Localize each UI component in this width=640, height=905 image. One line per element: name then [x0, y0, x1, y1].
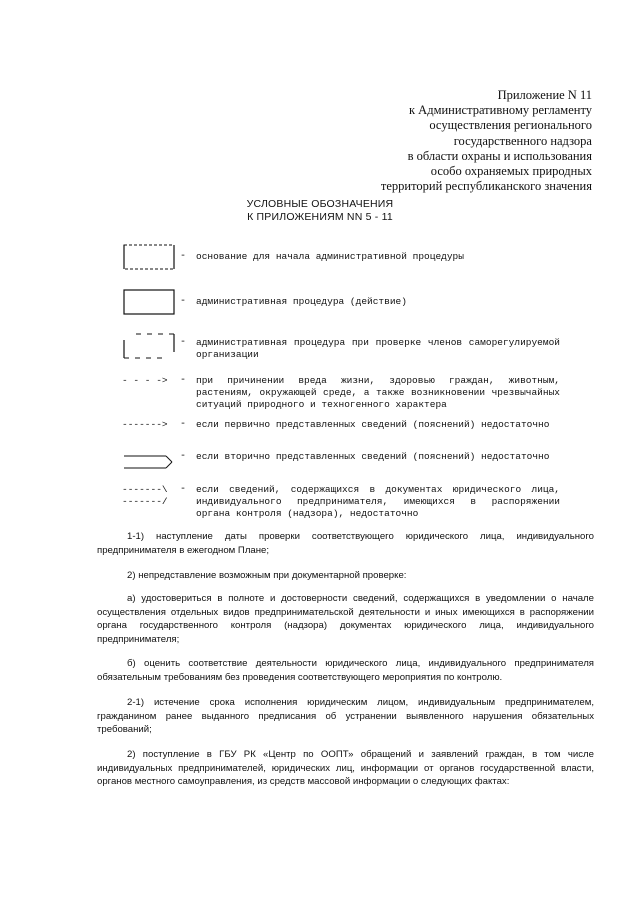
appendix-line: Приложение N 11: [497, 88, 592, 102]
paragraph-2-1: [97, 696, 594, 737]
legend-text: основание для начала административной процедуры: [196, 251, 464, 262]
paragraph-text: 2) поступление в ГБУ РК «Центр по ООПТ» обращений и заявлений граждан, в том числе индивидуальных предпринимателей, юридических лиц, информации от органов государственной власти, органов местного самоуправления, из средств массовой информации о следующих фактах:: [97, 749, 594, 788]
paragraph-text: б) оценить соответствие деятельности юридического лица, индивидуального предпринимателя обязательным требованиям без проведения соответствующего мероприятия по контролю.: [97, 658, 594, 683]
paragraph-2: [97, 748, 594, 789]
legend-item-harm: [122, 374, 562, 414]
legend-text: если сведений, содержащихся в документах юридического лица, индивидуального предпринимателя, имеющихся в распоряжении органа контроля (надзора), недостаточно: [196, 484, 560, 519]
document-title: [0, 198, 640, 224]
title-line-1: УСЛОВНЫЕ ОБОЗНАЧЕНИЯ: [246, 198, 394, 210]
solid-bracket-arrow-symbol: [122, 450, 180, 476]
dashed-bracket-symbol-top: -------\: [122, 484, 168, 495]
legend-text: при причинении вреда жизни, здоровью граждан, животным, растениям, окружающей среде, а также возникновении чрезвычайных ситуаций природного и техногенного характера: [196, 375, 560, 410]
paragraph-text: 1-1) наступление даты проверки соответствующего юридического лица, индивидуального предпринимателя в ежегодном Плане;: [97, 531, 594, 556]
dashed-bracket-symbol-bottom: -------/: [122, 496, 168, 507]
legend-dash: -: [180, 296, 187, 307]
appendix-line: в области охраны и использования: [407, 148, 592, 163]
legend-text: если вторично представленных сведений (пояснений) недостаточно: [196, 451, 550, 462]
paragraph-1-1: [97, 530, 594, 557]
paragraph-text: 2) непредставление возможным при документарной проверке:: [127, 570, 407, 581]
legend-dash: -: [180, 451, 187, 462]
legend-item-second-insufficient: [122, 450, 562, 480]
legend-item-procedure: [122, 288, 562, 318]
dashed-box-symbol: [122, 243, 178, 273]
legend-dash: -: [180, 484, 187, 495]
legend-item-documents-insufficient: [122, 483, 562, 523]
legend-item-start: [122, 243, 562, 273]
legend-item-first-insufficient: [122, 418, 562, 448]
paragraph-b: [97, 657, 594, 684]
legend-item-sro: [122, 332, 562, 364]
legend-dash: -: [180, 419, 187, 430]
dashed-arrow-symbol: - - - ->: [122, 375, 168, 386]
legend-dash: -: [180, 251, 187, 262]
legend-text: если первично представленных сведений (пояснений) недостаточно: [196, 419, 550, 430]
bracket-box-symbol: [122, 332, 178, 364]
dotted-arrow-symbol: ------->: [122, 419, 168, 430]
legend-text: административная процедура при проверке членов саморегулируемой организации: [196, 337, 560, 360]
appendix-line: к Административному регламенту: [408, 103, 592, 118]
appendix-line: территорий республиканского значения: [380, 179, 592, 194]
solid-box-symbol: [122, 288, 178, 318]
appendix-header: [292, 88, 592, 194]
paragraph-text: 2-1) истечение срока исполнения юридическим лицом, индивидуальным предпринимателем, гражданином ранее выданного предписания об устранении выявленного нарушения обязательных требований;: [97, 697, 594, 736]
paragraph-2-intro: [97, 569, 594, 583]
appendix-line: государственного надзора: [453, 133, 592, 148]
paragraph-a: [97, 592, 594, 646]
paragraph-text: а) удостовериться в полноте и достоверности сведений, содержащихся в уведомлении о начале осуществления отдельных видов предпринимательской деятельности и иных имеющихся в распоряжении органа государственного контроля (надзора) документах юридического лица, индивидуального предпринимателя;: [97, 593, 594, 645]
title-line-2: К ПРИЛОЖЕНИЯМ NN 5 - 11: [247, 211, 393, 223]
appendix-line: осуществления регионального: [429, 118, 592, 133]
legend-dash: -: [180, 375, 187, 386]
legend-text: административная процедура (действие): [196, 296, 407, 307]
appendix-line: особо охраняемых природных: [430, 164, 592, 179]
legend-dash: -: [180, 337, 187, 348]
